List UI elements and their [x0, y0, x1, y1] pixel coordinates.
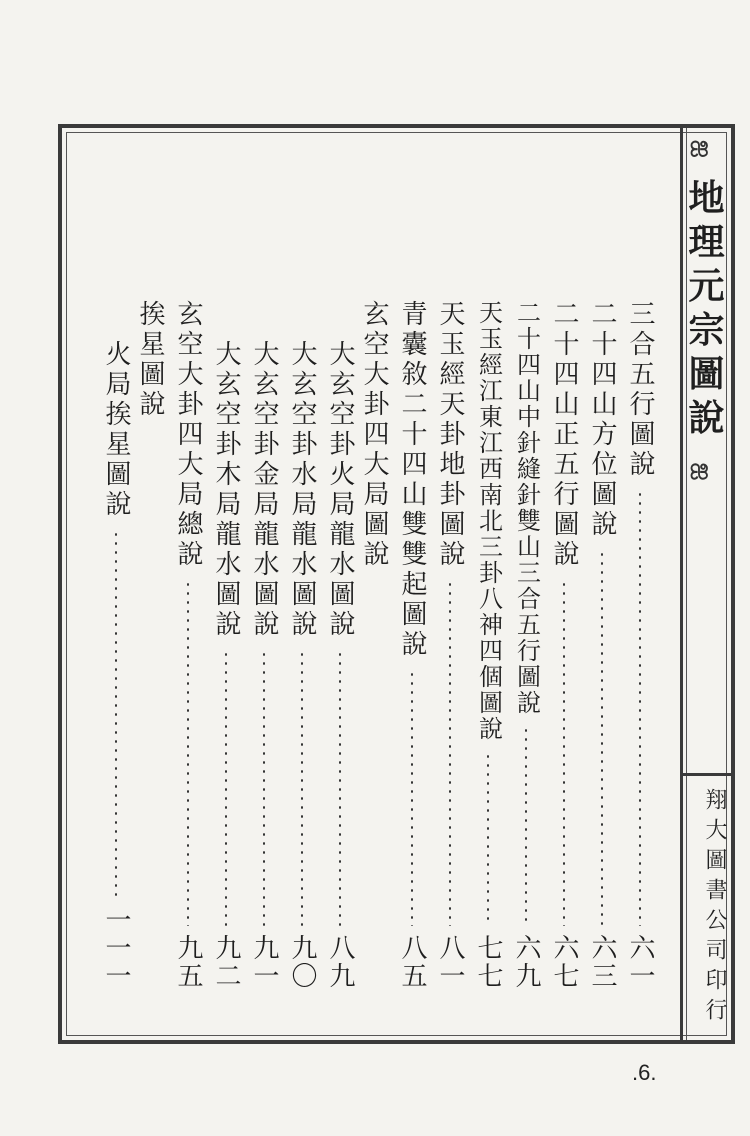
toc-entry-title: 二十四山方位圖說 [587, 300, 617, 540]
leader-dots [187, 580, 189, 926]
toc-entry-title: 玄空大卦四大局圖說 [359, 300, 389, 570]
toc-entry-title: 二十四山正五行圖說 [549, 300, 579, 570]
toc-entry-title: 二十四山中針縫針雙山三合五行圖說 [512, 300, 541, 716]
toc-entry[interactable] [585, 300, 619, 990]
toc-entry-title: 大玄空卦水局龍水圖說 [287, 340, 317, 640]
leader-dots [339, 650, 341, 926]
toc-entry-title: 三合五行圖說 [625, 300, 655, 480]
book-title-text: 地理元宗圖說 [683, 178, 725, 443]
toc-entry-page: 七七 [473, 934, 503, 990]
toc-entry-title: 大玄空卦木局龍水圖說 [211, 340, 241, 640]
toc-entry[interactable] [471, 300, 505, 990]
toc-entry-title: 火局挨星圖說 [101, 340, 131, 520]
toc-entry-page: 八一 [435, 934, 465, 990]
publisher: 翔大圖書公司印行 [702, 788, 727, 1028]
toc-entry-page: 九二 [211, 934, 241, 990]
page-number: .6. [632, 1060, 657, 1085]
leader-dots [301, 650, 303, 926]
toc-entry[interactable] [547, 300, 581, 990]
leader-dots [639, 490, 641, 926]
toc-entry-title: 大玄空卦火局龍水圖說 [325, 340, 355, 640]
toc-section-heading[interactable] [357, 300, 391, 990]
toc-entry[interactable] [209, 300, 243, 990]
side-divider [683, 773, 735, 776]
toc-entry-page: 六九 [511, 934, 541, 990]
leader-dots [115, 530, 117, 898]
toc-entry[interactable] [395, 300, 429, 990]
book-title [683, 140, 730, 481]
toc-entry-title: 青囊敘二十四山雙雙起圖說 [397, 300, 427, 660]
toc-section-heading[interactable] [133, 300, 167, 990]
leader-dots [525, 726, 527, 926]
cloud-ornament-icon: ஐ [691, 140, 717, 158]
toc-entry-page: 一一一 [101, 906, 131, 990]
leader-dots [601, 550, 603, 926]
toc-entry-page: 八九 [325, 934, 355, 990]
toc-entry-page: 六三 [587, 934, 617, 990]
toc-entry-title: 玄空大卦四大局總說 [173, 300, 203, 570]
toc-entry[interactable] [285, 300, 319, 990]
toc-entry-page: 九一 [249, 934, 279, 990]
toc-entry[interactable] [323, 300, 357, 990]
toc [0, 300, 34, 990]
toc-entry-title: 挨星圖說 [135, 300, 165, 420]
leader-dots [263, 650, 265, 926]
cloud-ornament-icon: ஐ [691, 462, 717, 481]
toc-entry-page: 六一 [625, 934, 655, 990]
toc-entry[interactable] [99, 300, 133, 990]
toc-entry-page: 九五 [173, 934, 203, 990]
toc-entry-title: 天玉經江東江西南北三卦八神四個圖說 [474, 300, 503, 742]
toc-entry[interactable] [171, 300, 205, 990]
toc-entry[interactable] [623, 300, 657, 990]
leader-dots [225, 650, 227, 926]
leader-dots [563, 580, 565, 926]
leader-dots [449, 580, 451, 926]
toc-entry-title: 天玉經天卦地卦圖說 [435, 300, 465, 570]
leader-dots [487, 752, 489, 926]
toc-entry[interactable] [509, 300, 543, 990]
toc-entry-page: 八五 [397, 934, 427, 990]
toc-entry-title: 大玄空卦金局龍水圖說 [249, 340, 279, 640]
toc-entry[interactable] [247, 300, 281, 990]
toc-entry[interactable] [433, 300, 467, 990]
leader-dots [411, 670, 413, 926]
toc-entry-page: 九〇 [287, 934, 317, 990]
toc-entry-page: 六七 [549, 934, 579, 990]
